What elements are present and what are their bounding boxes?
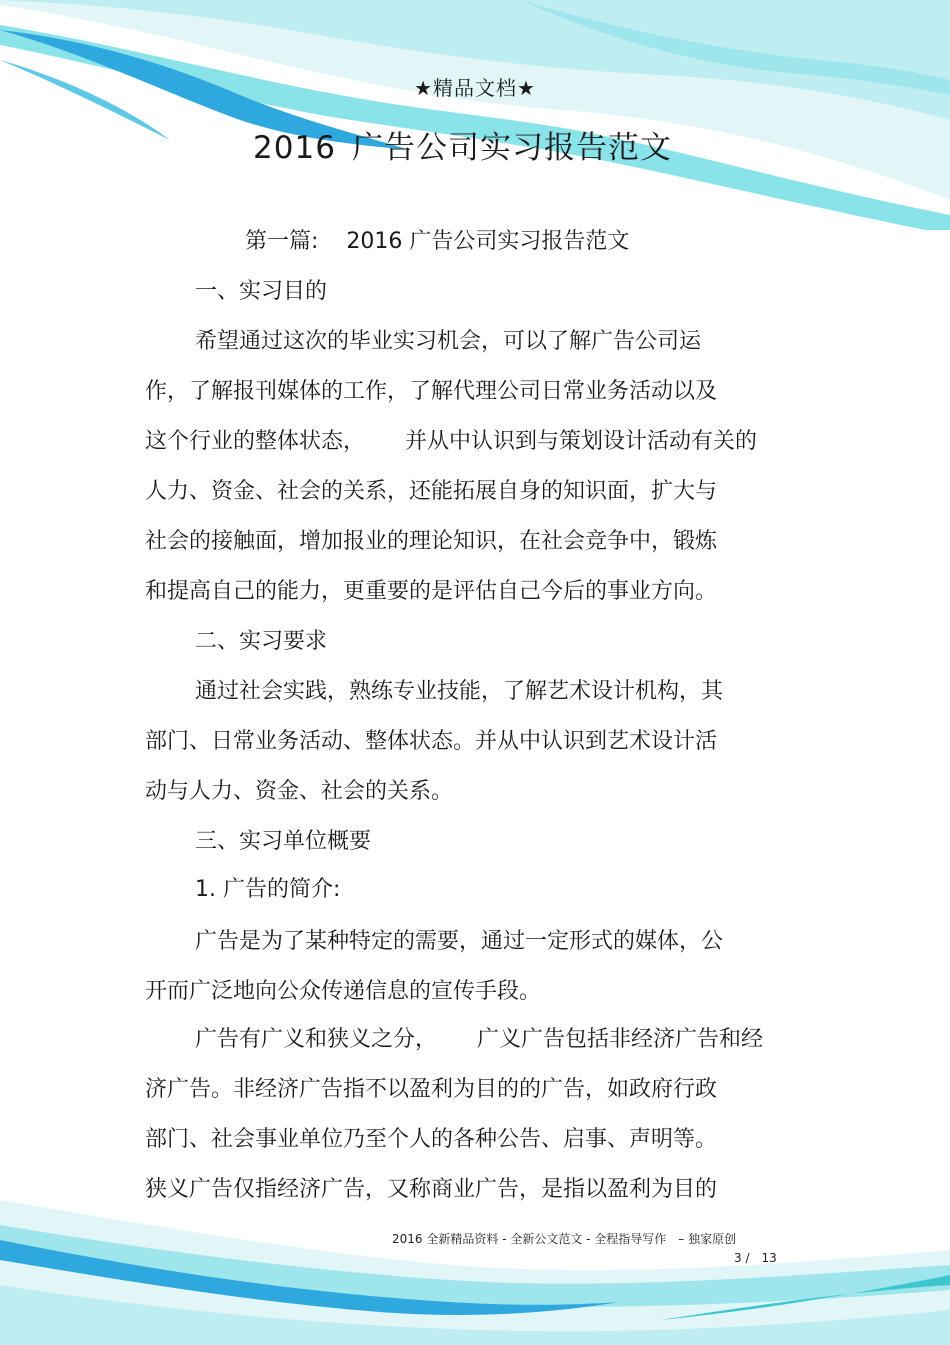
subtitle-label: 第一篇: bbox=[245, 229, 319, 254]
top-wave-decoration bbox=[0, 0, 950, 230]
heading-purpose: 一、实习目的 bbox=[195, 279, 328, 304]
page-number: 3 / 13 bbox=[734, 1251, 777, 1265]
header-badge: ★精品文档★ bbox=[414, 76, 536, 100]
paragraph-line: 人力、资金、社会的关系，还能拓展自身的知识面，扩大与 bbox=[145, 479, 718, 504]
paragraph-line: 希望通过这次的毕业实习机会，可以了解广告公司运 bbox=[195, 329, 702, 354]
subtitle-text: 广告公司实习报告范文 bbox=[409, 229, 630, 254]
paragraph-line: 社会的接触面，增加报业的理论知识，在社会竞争中，锻炼 bbox=[145, 529, 718, 554]
paragraph-line: 开而广泛地向公众传递信息的宣传手段。 bbox=[145, 979, 542, 1004]
paragraph-line: 广告有广义和狭义之分， 广义广告包括非经济广告和经 bbox=[195, 1027, 764, 1052]
paragraph-line: 部门、社会事业单位乃至个人的各种公告、启事、声明等。 bbox=[145, 1127, 718, 1152]
subheading-ad-intro: 1. 广告的简介: bbox=[195, 877, 341, 902]
paragraph-line: 和提高自己的能力，更重要的是评估自己今后的事业方向。 bbox=[145, 579, 718, 604]
section-subtitle bbox=[245, 227, 629, 257]
title-year: 2016 bbox=[253, 130, 336, 166]
heading-requirements: 二、实习要求 bbox=[195, 629, 328, 654]
paragraph-line: 广告是为了某种特定的需要，通过一定形式的媒体，公 bbox=[195, 929, 724, 954]
footer-text: 2016 全新精品资料 - 全新公文范文 - 全程指导写作 – 独家原创 bbox=[392, 1232, 737, 1246]
paragraph-line: 济广告。非经济广告指不以盈利为目的的广告，如政府行政 bbox=[145, 1077, 718, 1102]
paragraph-line: 狭义广告仅指经济广告，又称商业广告，是指以盈利为目的 bbox=[145, 1177, 718, 1202]
paragraph-line: 通过社会实践，熟练专业技能，了解艺术设计机构，其 bbox=[195, 679, 724, 704]
title-text: 广告公司实习报告范文 bbox=[351, 130, 672, 166]
paragraph-line: 动与人力、资金、社会的关系。 bbox=[145, 779, 454, 804]
subtitle-year: 2016 bbox=[346, 229, 403, 254]
paragraph-line: 这个行业的整体状态， 并从中认识到与策划设计活动有关的 bbox=[145, 429, 758, 454]
document-title bbox=[0, 122, 925, 167]
heading-unit-overview: 三、实习单位概要 bbox=[195, 829, 372, 854]
paragraph-line: 作，了解报刊媒体的工作，了解代理公司日常业务活动以及 bbox=[145, 379, 718, 404]
paragraph-line: 部门、日常业务活动、整体状态。并从中认识到艺术设计活 bbox=[145, 729, 718, 754]
